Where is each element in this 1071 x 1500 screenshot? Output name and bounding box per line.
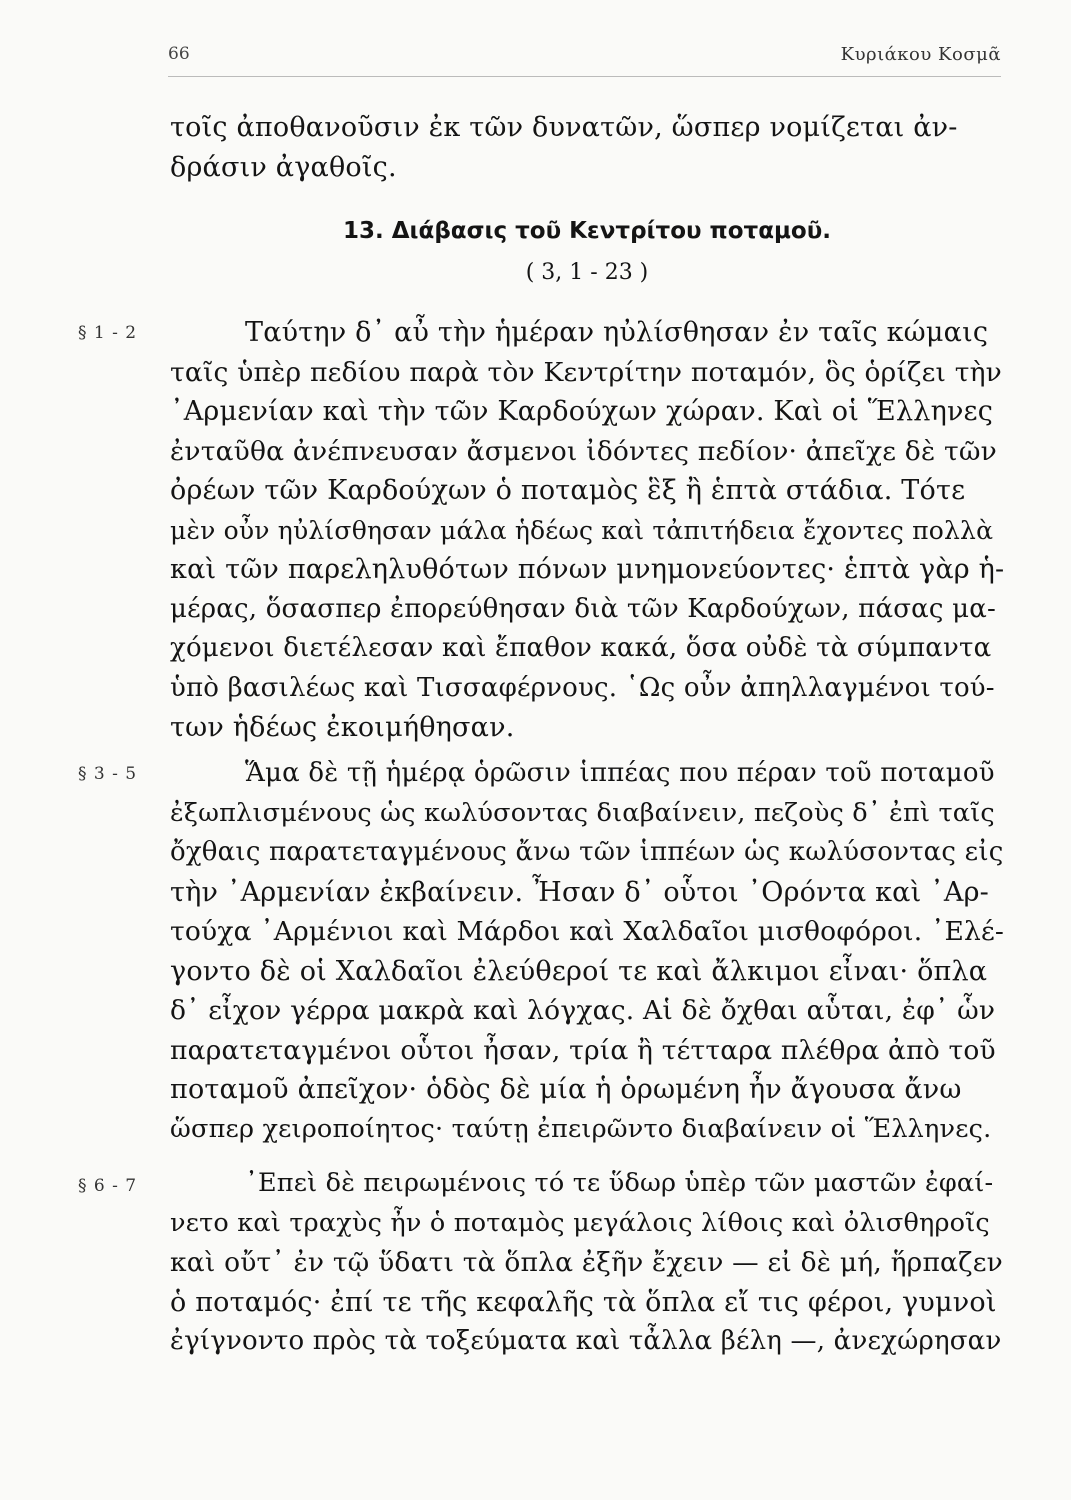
opening-text: [170, 108, 1004, 187]
margin-reference: § 3 - 5: [78, 764, 138, 784]
text-line: ἐνταῦθα ἀνέπνευσαν ἄσμενοι ἰδόντες πεδίον· ἀπεῖχε δὲ τῶν: [170, 435, 997, 467]
margin-reference: § 1 - 2: [78, 323, 138, 343]
text-line: μέρας, ὅσασπερ ἐπορεύθησαν διὰ τῶν Καρδούχων, πάσας μα-: [170, 593, 996, 624]
section-reference: ( 3, 1 - 23 ): [525, 260, 649, 285]
text-line: δ᾽ εἶχον γέρρα μακρὰ καὶ λόγχας. Αἱ δὲ ὄχθαι αὗται, ἐφ᾽ ὧν: [170, 995, 996, 1026]
text-line: ὄχθαις παρατεταγμένους ἄνω τῶν ἱππέων ὡς κωλύσοντας εἰς: [170, 837, 1004, 867]
page-number: 66: [168, 44, 190, 64]
text-line: ποταμοῦ ἀπεῖχον· ὁδὸς δὲ μία ἡ ὁρωμένη ἦν ἄγουσα ἄνω: [170, 1074, 962, 1105]
text-line: ᾽Αρμενίαν καὶ τὴν τῶν Καρδούχων χώραν. Καὶ οἱ Ἕλληνες: [170, 396, 994, 427]
text-line: δράσιν ἀγαθοῖς.: [170, 151, 397, 183]
text-line: ὀρέων τῶν Καρδούχων ὁ ποταμὸς ἓξ ἢ ἑπτὰ στάδια. Τότε: [170, 475, 966, 506]
paragraph: [170, 754, 1004, 1149]
text-line: γοντο δὲ οἱ Χαλδαῖοι ἐλεύθεροί τε καὶ ἄλκιμοι εἶναι· ὅπλα: [170, 955, 988, 987]
text-line: τοῖς ἀποθανοῦσιν ἐκ τῶν δυνατῶν, ὥσπερ νομίζεται ἀν-: [170, 112, 958, 143]
text-line: των ἡδέως ἐκοιμήθησαν.: [170, 712, 515, 743]
text-line: τούχα ᾽Αρμένιοι καὶ Μάρδοι καὶ Χαλδαῖοι μισθοφόροι. ᾽Ελέ-: [170, 916, 1005, 947]
text-line: μὲν οὖν ηὐλίσθησαν μάλα ἡδέως καὶ τἀπιτήδεια ἔχοντες πολλὰ: [170, 515, 994, 545]
text-line: ᾽Επεὶ δὲ πειρωμένοις τό τε ὕδωρ ὑπὲρ τῶν μαστῶν ἐφαί-: [245, 1168, 994, 1198]
text-line: τὴν ᾽Αρμενίαν ἐκβαίνειν. Ἦσαν δ᾽ οὗτοι ᾽Ορόντα καὶ ᾽Αρ-: [170, 876, 989, 908]
text-line: Ἅμα δὲ τῇ ἡμέρᾳ ὁρῶσιν ἱππέας που πέραν τοῦ ποταμοῦ: [245, 758, 995, 788]
section-title: 13. Διάβασις τοῦ Κεντρίτου ποταμοῦ.: [343, 218, 831, 244]
text-line: ταῖς ὑπὲρ πεδίου παρὰ τὸν Κεντρίτην ποταμόν, ὃς ὁρίζει τὴν: [170, 356, 1002, 388]
text-line: ὑπὸ βασιλέως καὶ Τισσαφέρνους. ῾Ως οὖν ἀπηλλαγμένοι τού-: [170, 672, 995, 703]
text-line: καὶ τῶν παρεληλυθότων πόνων μνημονεύοντες· ἑπτὰ γὰρ ἡ-: [170, 554, 1005, 585]
text-line: νετο καὶ τραχὺς ἦν ὁ ποταμὸς μεγάλοις λίθοις καὶ ὀλισθηροῖς: [170, 1207, 990, 1238]
text-line: ὁ ποταμός· ἐπί τε τῆς κεφαλῆς τὰ ὅπλα εἴ τις φέροι, γυμνοὶ: [170, 1286, 997, 1318]
margin-reference: § 6 - 7: [78, 1176, 138, 1196]
text-line: ὥσπερ χειροποίητος· ταύτῃ ἐπειρῶντο διαβαίνειν οἱ Ἕλληνες.: [170, 1113, 992, 1144]
text-line: Ταύτην δ᾽ αὖ τὴν ἡμέραν ηὐλίσθησαν ἐν ταῖς κώμαις: [245, 317, 989, 348]
text-line: ἐγίγνοντο πρὸς τὰ τοξεύματα καὶ τἆλλα βέλη —, ἀνεχώρησαν: [170, 1326, 1002, 1356]
running-head: Κυριάκου Κοσμᾶ: [840, 44, 1001, 65]
text-line: χόμενοι διετέλεσαν καὶ ἔπαθον κακά, ὅσα οὐδὲ τὰ σύμπαντα: [170, 633, 992, 663]
header-rule: [168, 76, 1001, 77]
text-line: καὶ οὔτ᾽ ἐν τῷ ὕδατι τὰ ὅπλα ἐξῆν ἔχειν — εἰ δὲ μή, ἥρπαζεν: [170, 1247, 1003, 1278]
paragraph: [170, 1164, 1004, 1362]
paragraph: [170, 313, 1004, 748]
text-line: ἐξωπλισμένους ὡς κωλύσοντας διαβαίνειν, πεζοὺς δ᾽ ἐπὶ ταῖς: [170, 797, 995, 828]
text-line: παρατεταγμένοι οὗτοι ἦσαν, τρία ἢ τέτταρα πλέθρα ἀπὸ τοῦ: [170, 1034, 996, 1066]
